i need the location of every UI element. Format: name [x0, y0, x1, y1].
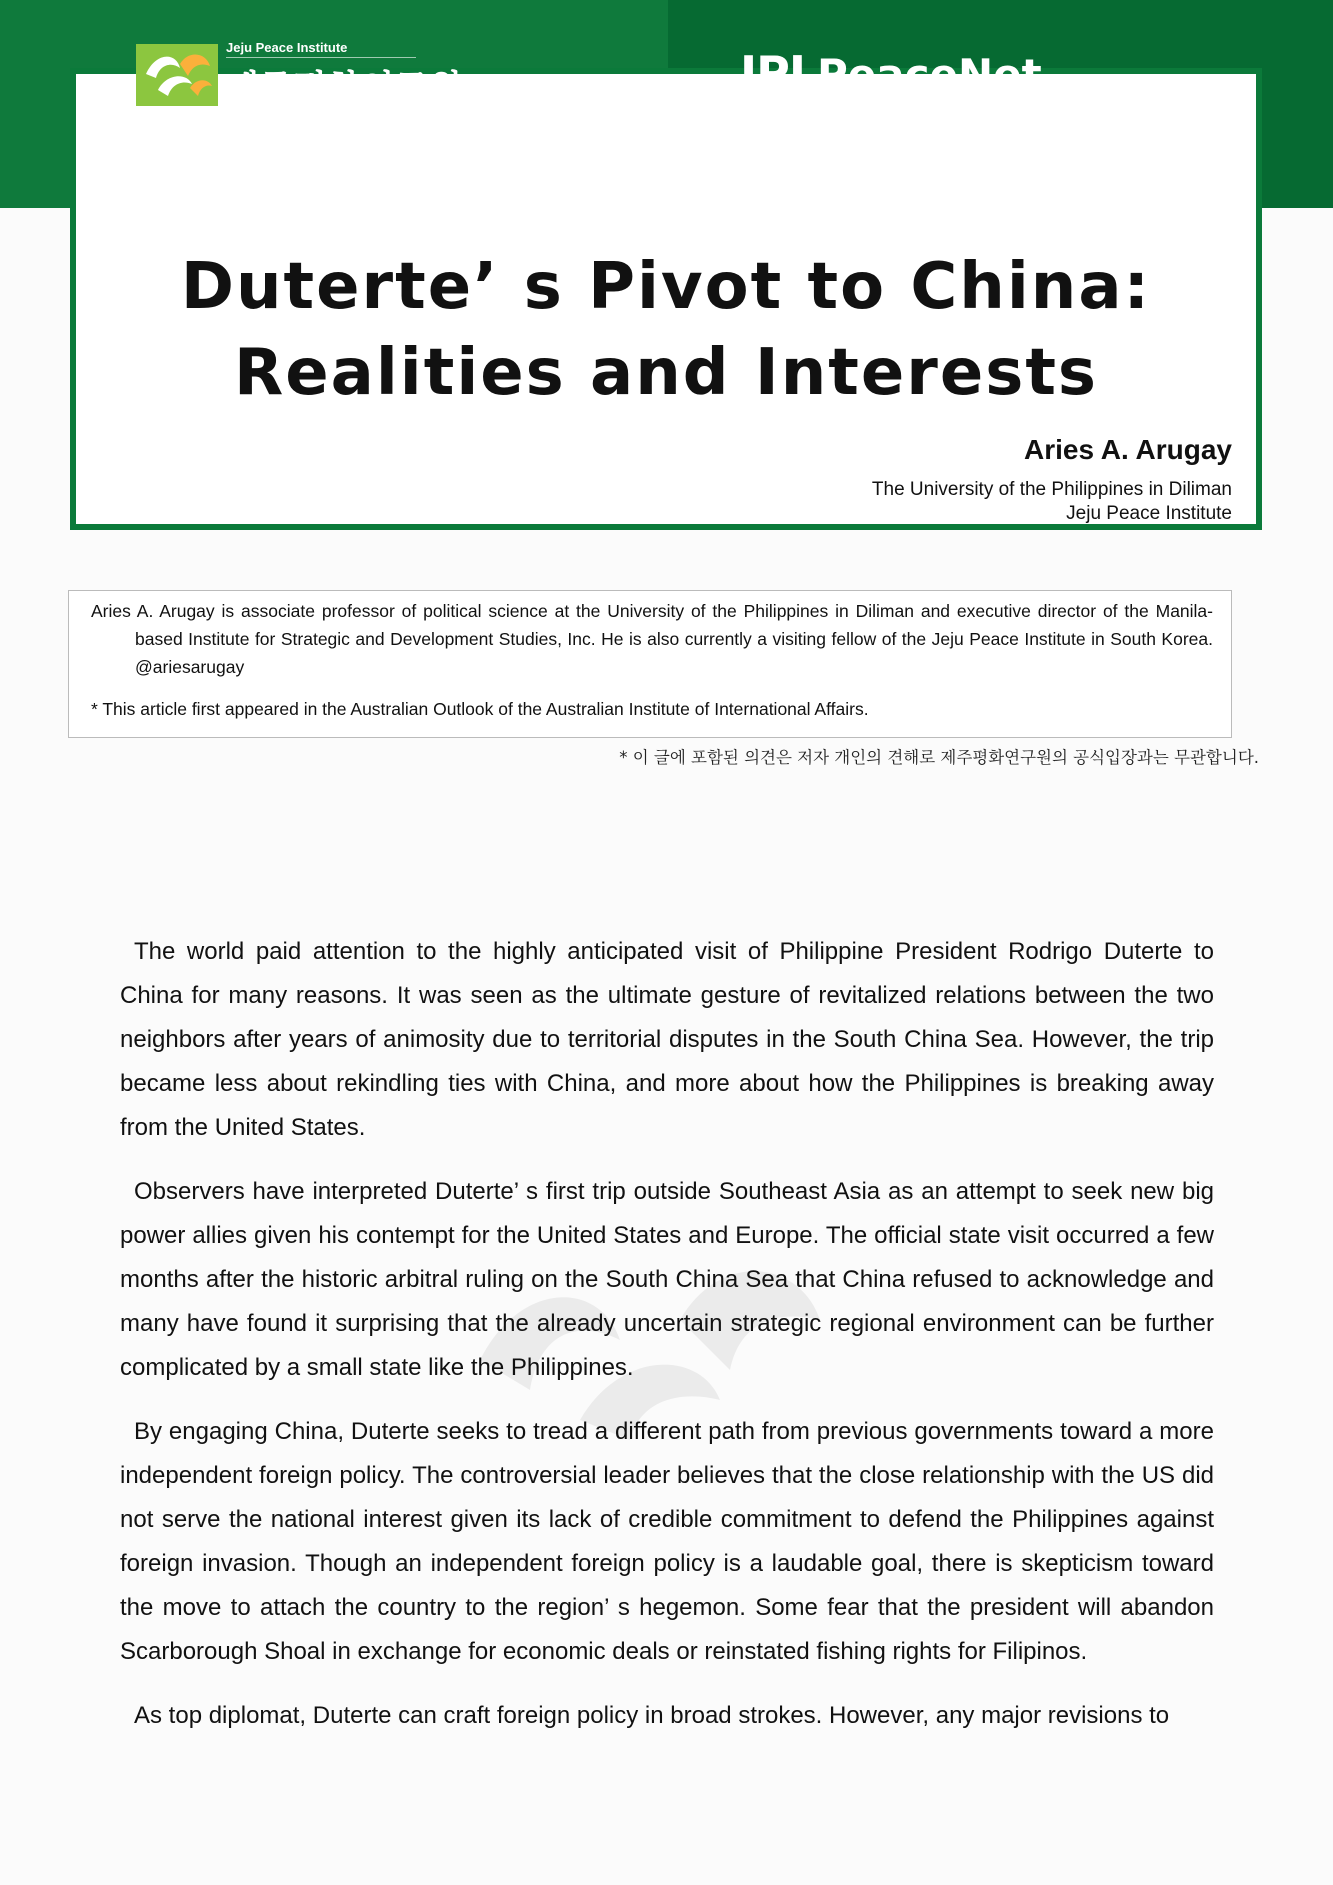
disclaimer: * 이 글에 포함된 의견은 저자 개인의 견해로 제주평화연구원의 공식입장과는 무관합니다. — [619, 748, 1259, 767]
title-line-2: Realities and Interests — [233, 336, 1099, 410]
author-bio-box — [68, 590, 1232, 738]
author-name: Aries A. Arugay — [1024, 434, 1232, 465]
institute-name-ko: 제주평화연구원 — [226, 69, 463, 107]
paragraph-3: By engaging China, Duterte seeks to tread a different path from previous governments toward a more independent foreign policy. The controversial leader believes that the close relationship with the US did not serve the national interest given its lack of credible commitment to defend the Philippines against foreign invasion. Though an independent foreign policy is a laudable goal, there is skepticism toward the move to attach the country to the region’ s hegemon. Some fear that the president will abandon Scarborough Shoal in exchange for economic deals or reinstated fishing rights for Filipinos. — [120, 1418, 1214, 1665]
author-bio: Aries A. Arugay is associate professor of political science at the University of the Philippines in Diliman and executive director of the Manila-based Institute for Strategic and Development Studies, Inc. He is also currently a visiting fellow of the Jeju Peace Institute in South Korea. @ariesarugay — [91, 601, 1213, 677]
title-frame — [70, 68, 1262, 530]
article-body — [120, 930, 1214, 1758]
affiliation-line-1: The University of the Philippines in Diliman — [871, 479, 1232, 500]
page-title — [76, 244, 1256, 416]
author-affiliation — [872, 478, 1232, 526]
jpi-brand: JPI — [740, 46, 805, 100]
paragraph-4: As top diplomat, Duterte can craft foreign policy in broad strokes. However, any major revisions to — [134, 1702, 1170, 1729]
jeju-peace-institute-logo — [136, 40, 463, 109]
paragraph-2: Observers have interpreted Duterte’ s first trip outside Southeast Asia as an attempt to seek new big power allies given his contempt for the United States and Europe. The official state visit occurred a few months after the historic arbitral ruling on the South China Sea that China refused to acknowledge and many have found it surprising that the already uncertain strategic regional environment can be further complicated by a small state like the Philippines. — [120, 1178, 1214, 1381]
dove-logo-icon — [136, 44, 218, 106]
paragraph-1: The world paid attention to the highly anticipated visit of Philippine President Rodrigo Duterte to China for many reasons. It was seen as the ultimate gesture of revitalized relations between the two neighbors after years of animosity due to territorial disputes in the South China Sea. However, the trip became less about rekindling ties with China, and more about how the Philippines is breaking away from the United States. — [120, 938, 1214, 1141]
affiliation-line-2: Jeju Peace Institute — [1066, 503, 1232, 524]
institute-name-en: Jeju Peace Institute — [226, 40, 416, 58]
logo-text — [226, 40, 463, 109]
peacenet-logo — [740, 46, 1042, 100]
peacenet-brand: PeaceNet — [816, 50, 1042, 99]
title-line-1: Duterte’ s Pivot to China: — [180, 250, 1152, 324]
source-note: * This article first appeared in the Australian Outlook of the Australian Institute of International Affairs. — [91, 699, 869, 719]
